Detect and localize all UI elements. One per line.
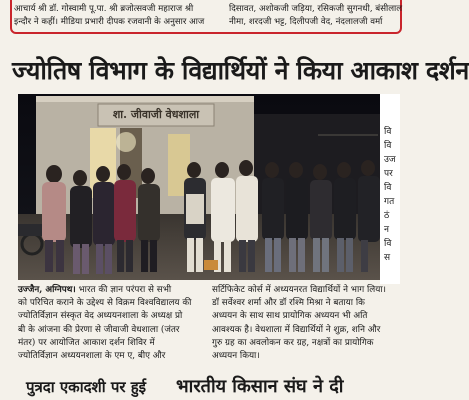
body-line: गुरु ग्रह का अवलोकन कर ग्रह, नक्षत्रों का प्रायोगिक bbox=[212, 337, 374, 348]
article-right-column bbox=[212, 284, 400, 363]
edge-letter: उज bbox=[384, 155, 396, 165]
body-line: अध्ययन के साथ साथ प्रायोगिक अध्ययन भी अति bbox=[212, 311, 368, 322]
edge-letter: वि bbox=[384, 239, 392, 249]
body-line: ज्योतिर्विज्ञान अध्ययनशाला के एम ए, बीए और bbox=[18, 351, 166, 362]
edge-letter: गत bbox=[384, 197, 395, 207]
edge-letter: न bbox=[384, 225, 389, 235]
top-left-line-1: आचार्य श्री डॉ. गोस्वामी पू.पा. श्री ब्रजोत्सवजी महाराज श्री bbox=[14, 4, 194, 14]
body-line: अध्ययन किया। bbox=[212, 351, 260, 362]
photo-sign-text: शा. जीवाजी वेधशाला bbox=[112, 108, 200, 121]
edge-letter: ठं bbox=[384, 211, 390, 221]
body-line: को परिचित कराने के उद्देश्य से विक्रम विश्वविद्यालय की bbox=[18, 298, 192, 309]
body-line: मंतर) पर आयोजित आकाश दर्शन शिविर में bbox=[18, 337, 155, 348]
dateline: उज्जैन, अग्निपथ। bbox=[18, 285, 76, 295]
top-left-line-2: इन्दौर ने कहीं। मीडिया प्रभारी दीपक रजवानी के अनुसार आज bbox=[14, 17, 205, 27]
top-right-line-1: दिसावत, अशोकजी जड़िया, रसिकजी सुगनधी, बंसीलाल bbox=[229, 4, 403, 14]
body-line: ज्योतिर्विज्ञान संस्कृत वेद अध्ययनशाला के अध्यक्ष प्रो bbox=[18, 311, 183, 322]
adjacent-column-edge bbox=[380, 94, 400, 284]
bottom-left-headline: पुत्रदा एकादशी पर हुई bbox=[26, 378, 147, 396]
article-left-column bbox=[18, 284, 210, 363]
body-line: बी के आंजना की प्रेरणा से जीवाजी वेधशाला (जंतर bbox=[18, 324, 180, 335]
edge-letter: वि bbox=[384, 141, 392, 151]
edge-letter: वि bbox=[384, 183, 392, 193]
body-line: डॉ सर्वेश्वर शर्मा और डॉ रश्मि मिश्रा ने बताया कि bbox=[212, 298, 365, 309]
body-line: आवश्यक है। वेधशाला में विद्यार्थियों ने शुक्र, शनि और bbox=[212, 324, 381, 335]
body-line: उज्जैन, अग्निपथ। भारत की ज्ञान परंपरा से सभी bbox=[18, 285, 172, 295]
article-headline: ज्योतिष विभाग के विद्यार्थियों ने किया आकाश दर्शन bbox=[12, 56, 469, 85]
top-right-line-2: नीमा, शरदजी भट्ट, दिलीपजी वेद, नंदलालजी वर्मा bbox=[229, 17, 383, 27]
edge-letter: वि bbox=[384, 127, 392, 137]
edge-letter: स bbox=[384, 253, 391, 263]
top-news-box bbox=[0, 0, 403, 40]
article-photo bbox=[18, 94, 380, 280]
bottom-right-headline: भारतीय किसान संघ ने दी bbox=[176, 376, 344, 397]
body-line: सर्टिफिकेट कोर्स में अध्ययनरत विद्यार्थियों ने भाग लिया। bbox=[212, 285, 386, 295]
edge-letter: पर bbox=[384, 169, 393, 179]
